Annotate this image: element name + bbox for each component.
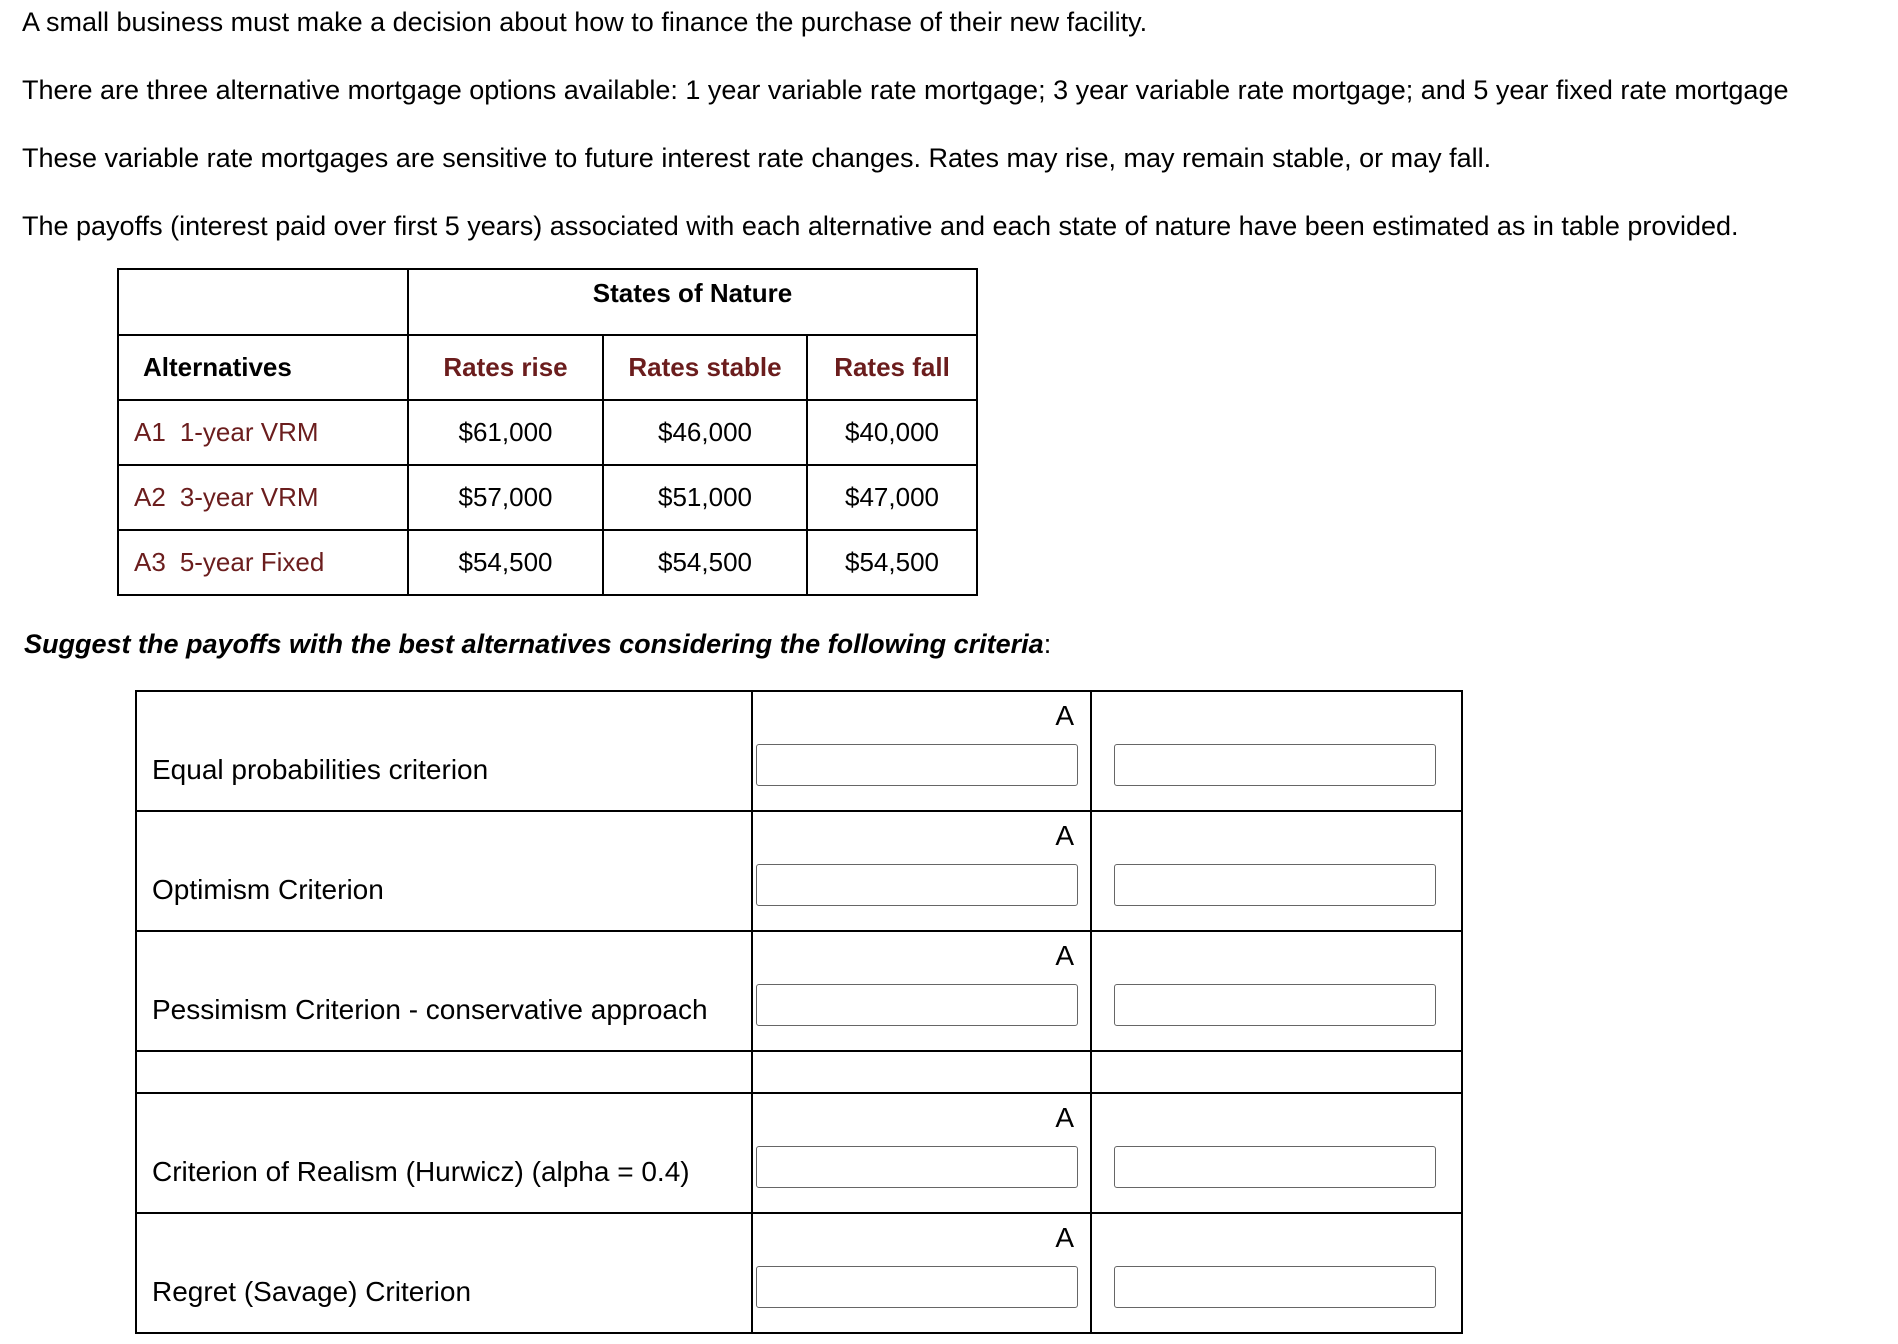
- criteria-spacer-row: [136, 1051, 1462, 1093]
- payoff-cell: $46,000: [603, 400, 807, 465]
- state-header-rates-rise: Rates rise: [408, 335, 603, 400]
- empty-header-cell: [118, 269, 408, 335]
- alternative-answer-cell: [752, 811, 1091, 931]
- criterion-row-pessimism: [136, 931, 1462, 1051]
- payoff-answer-input[interactable]: [1114, 864, 1436, 906]
- payoff-cell: $40,000: [807, 400, 977, 465]
- payoff-cell: $47,000: [807, 465, 977, 530]
- payoff-answer-input[interactable]: [1114, 1266, 1436, 1308]
- criterion-label-cell: [136, 811, 752, 931]
- criteria-table: [135, 690, 1463, 1334]
- criterion-label: Criterion of Realism (Hurwicz) (alpha = 0.4): [152, 1156, 690, 1187]
- alternative-name-cell: [118, 400, 408, 465]
- criterion-label: Optimism Criterion: [152, 874, 384, 905]
- alternative-code: A3: [134, 547, 166, 577]
- criterion-row-optimism: [136, 811, 1462, 931]
- alternative-name: 3-year VRM: [179, 482, 319, 512]
- payoff-header-row-2: [118, 335, 977, 400]
- intro-paragraph-3: These variable rate mortgages are sensitive to future interest rate changes. Rates may rise, may remain stable, or may fall.: [22, 143, 1492, 173]
- alternative-prefix: A: [1055, 1222, 1074, 1253]
- payoff-answer-input[interactable]: [1114, 984, 1436, 1026]
- alternative-name-cell: [118, 530, 408, 595]
- instruction-emphasis: Suggest the payoffs with the best alternatives considering the following criteria: [24, 629, 1044, 659]
- criterion-row-realism: [136, 1093, 1462, 1213]
- alternative-name: 5-year Fixed: [179, 547, 325, 577]
- alternative-answer-cell: [752, 1213, 1091, 1333]
- alternative-answer-cell: [752, 1093, 1091, 1213]
- alternative-answer-input[interactable]: [756, 1146, 1078, 1188]
- payoff-answer-input[interactable]: [1114, 744, 1436, 786]
- criterion-label: Regret (Savage) Criterion: [152, 1276, 472, 1307]
- states-of-nature-header: States of Nature: [408, 269, 977, 335]
- state-header-rates-stable: Rates stable: [603, 335, 807, 400]
- alternative-answer-input[interactable]: [756, 744, 1078, 786]
- payoff-cell: $61,000: [408, 400, 603, 465]
- alternative-answer-input[interactable]: [756, 1266, 1078, 1308]
- criterion-label: Equal probabilities criterion: [152, 754, 489, 785]
- criterion-label-cell: [136, 691, 752, 811]
- instruction-text: [24, 628, 1051, 660]
- payoff-table: [117, 268, 978, 596]
- payoff-cell: $54,500: [603, 530, 807, 595]
- table-row: [118, 465, 977, 530]
- alternative-code: A1: [134, 417, 166, 447]
- state-header-rates-fall: Rates fall: [807, 335, 977, 400]
- criterion-row-equal-probabilities: [136, 691, 1462, 811]
- alternative-name-cell: [118, 465, 408, 530]
- criterion-label-cell: [136, 1093, 752, 1213]
- intro-paragraph-1: A small business must make a decision about how to finance the purchase of their new facility.: [22, 7, 1148, 37]
- alternative-prefix: A: [1055, 1102, 1074, 1133]
- intro-paragraph-2: There are three alternative mortgage options available: 1 year variable rate mortgage; 3 year variable rate mortgage; and 5 year fixed rate mortgage: [22, 75, 1789, 105]
- criterion-label: Pessimism Criterion - conservative approach: [152, 994, 708, 1025]
- payoff-answer-cell: [1091, 1213, 1462, 1333]
- intro-paragraph-4: The payoffs (interest paid over first 5 years) associated with each alternative and each state of nature have been estimated as in table provided.: [22, 211, 1739, 241]
- criterion-row-regret: [136, 1213, 1462, 1333]
- payoff-cell: $51,000: [603, 465, 807, 530]
- empty-cell: [1091, 1051, 1462, 1093]
- table-row: [118, 400, 977, 465]
- table-row: [118, 530, 977, 595]
- alternative-answer-input[interactable]: [756, 984, 1078, 1026]
- alternative-answer-input[interactable]: [756, 864, 1078, 906]
- payoff-cell: $54,500: [408, 530, 603, 595]
- payoff-answer-input[interactable]: [1114, 1146, 1436, 1188]
- alternative-prefix: A: [1055, 700, 1074, 731]
- alternative-prefix: A: [1055, 940, 1074, 971]
- alternative-code: A2: [134, 482, 166, 512]
- empty-cell: [136, 1051, 752, 1093]
- alternative-answer-cell: [752, 691, 1091, 811]
- payoff-cell: $54,500: [807, 530, 977, 595]
- alternatives-header: Alternatives: [118, 335, 408, 400]
- payoff-answer-cell: [1091, 931, 1462, 1051]
- payoff-answer-cell: [1091, 811, 1462, 931]
- alternative-name: 1-year VRM: [179, 417, 319, 447]
- payoff-cell: $57,000: [408, 465, 603, 530]
- payoff-header-row-1: [118, 269, 977, 335]
- criterion-label-cell: [136, 1213, 752, 1333]
- instruction-colon: :: [1043, 629, 1052, 659]
- payoff-answer-cell: [1091, 691, 1462, 811]
- alternative-answer-cell: [752, 931, 1091, 1051]
- alternative-prefix: A: [1055, 820, 1074, 851]
- payoff-answer-cell: [1091, 1093, 1462, 1213]
- criterion-label-cell: [136, 931, 752, 1051]
- empty-cell: [752, 1051, 1091, 1093]
